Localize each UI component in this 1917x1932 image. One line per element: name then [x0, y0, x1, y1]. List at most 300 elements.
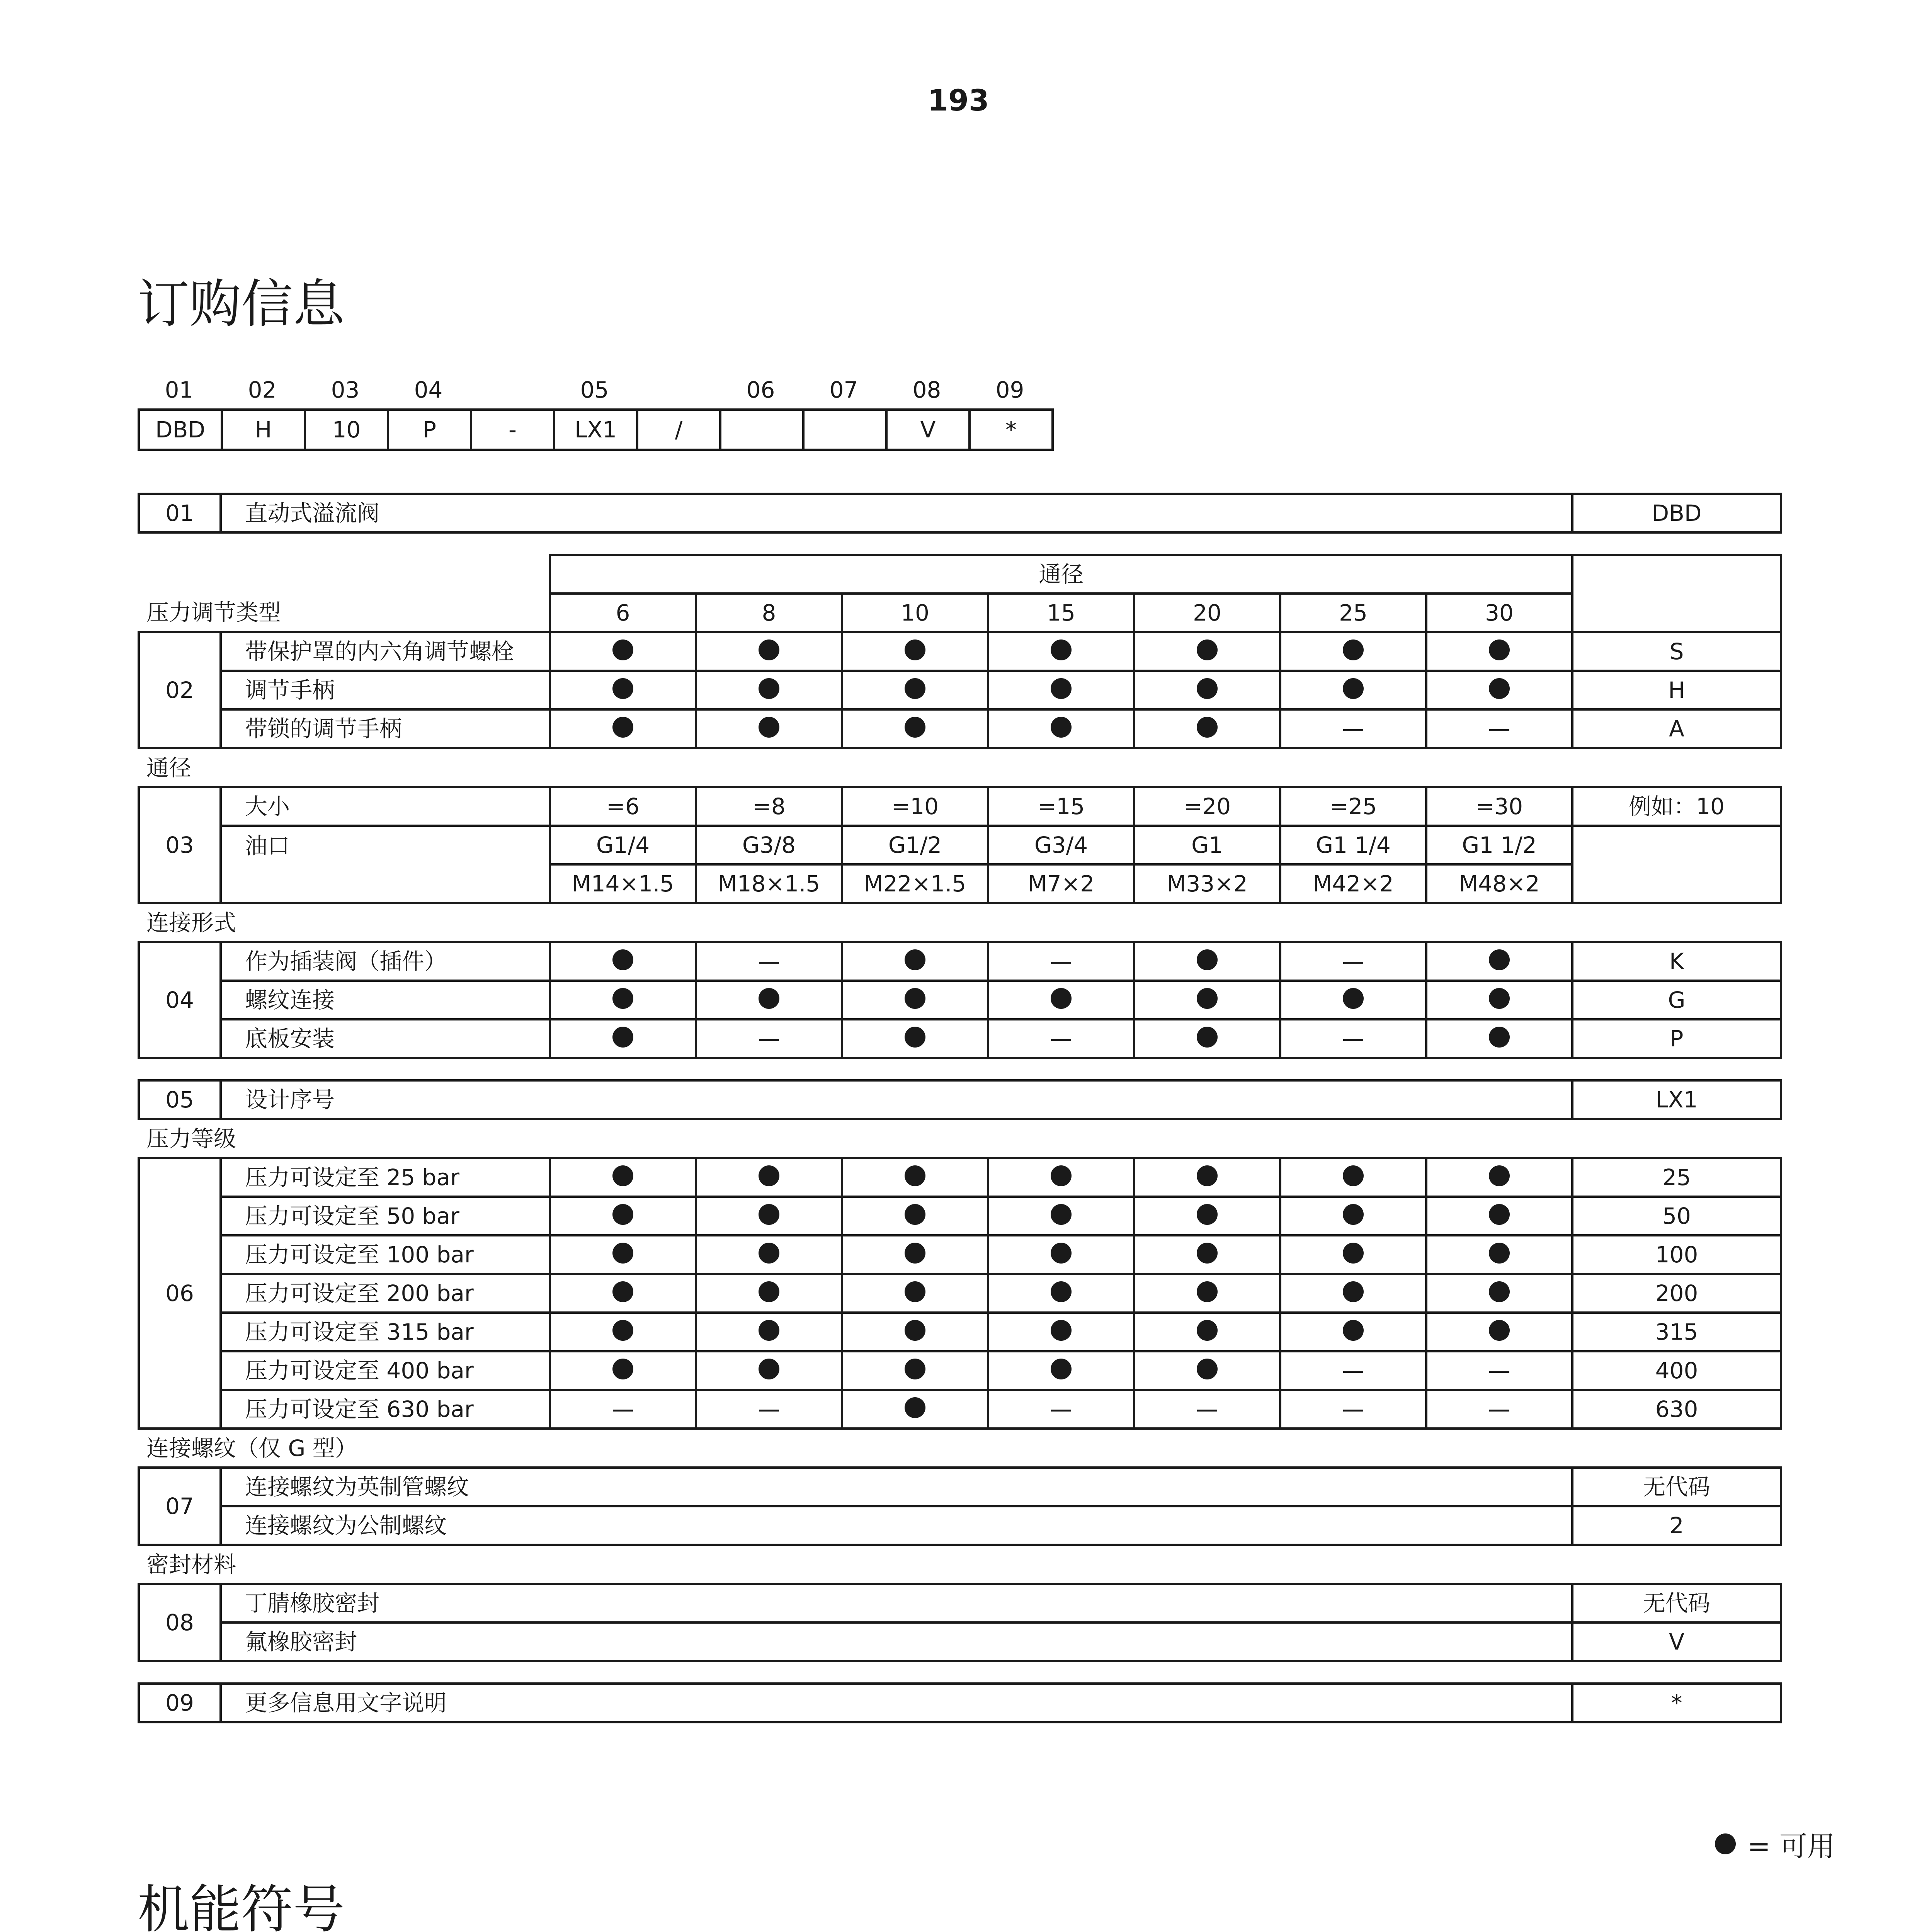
option-code: 630 [1572, 1390, 1781, 1429]
unavailable-cell [1280, 1351, 1426, 1390]
row-07-no: 07 [139, 1468, 221, 1545]
available-cell [842, 1019, 988, 1058]
available-dot-icon [905, 717, 925, 738]
unavailable-cell [1280, 942, 1426, 981]
available-dot-icon [1051, 1243, 1072, 1264]
order-code-boxes [138, 408, 1054, 451]
option-label: 连接螺纹为英制管螺纹 [221, 1468, 1572, 1506]
option-label: 丁腈橡胶密封 [221, 1584, 1572, 1622]
available-cell [1280, 1313, 1426, 1351]
unavailable-dash-icon [1343, 1410, 1363, 1412]
unavailable-dash-icon [759, 962, 779, 964]
available-dot-icon [612, 678, 633, 699]
unavailable-dash-icon [1343, 962, 1363, 964]
unavailable-cell [1134, 1390, 1280, 1429]
row-03-port-label: 油口 [221, 826, 550, 864]
option-label: 调节手柄 [221, 671, 550, 709]
port-value: G1 [1134, 826, 1280, 864]
available-cell [1134, 1274, 1280, 1313]
option-label: 带锁的调节手柄 [221, 709, 550, 748]
available-cell [988, 1274, 1134, 1313]
available-cell [550, 1351, 696, 1390]
available-cell [696, 981, 842, 1019]
available-dot-icon [612, 1281, 633, 1302]
available-cell [842, 1351, 988, 1390]
unavailable-cell [988, 942, 1134, 981]
size-value: =25 [1280, 787, 1426, 826]
available-dot-icon [759, 1165, 779, 1186]
code-box [803, 410, 886, 450]
option-label: 氟橡胶密封 [221, 1622, 1572, 1661]
available-dot-icon [1197, 1027, 1218, 1048]
size-header-10: 10 [842, 594, 988, 632]
code-box: - [471, 410, 554, 450]
available-cell [842, 1158, 988, 1197]
available-dot-icon [905, 1359, 925, 1379]
available-dot-icon [1489, 988, 1510, 1009]
available-dot-icon [1489, 1243, 1510, 1264]
legend [1715, 1824, 1835, 1864]
size-header-8: 8 [696, 594, 842, 632]
available-dot-icon [759, 717, 779, 738]
option-code: 无代码 [1572, 1584, 1781, 1622]
available-dot-icon [1197, 988, 1218, 1009]
available-cell [550, 1235, 696, 1274]
available-cell [696, 1158, 842, 1197]
unavailable-dash-icon [1489, 1371, 1509, 1373]
available-dot-icon [1051, 1281, 1072, 1302]
section-07-title: 连接螺纹（仅 G 型） [146, 1435, 357, 1461]
available-cell [842, 942, 988, 981]
available-dot-icon [1051, 678, 1072, 699]
available-cell [842, 1274, 988, 1313]
available-dot-icon [905, 639, 925, 660]
available-dot-icon [612, 1204, 633, 1225]
available-cell [1280, 1235, 1426, 1274]
row-05-code: LX1 [1572, 1080, 1781, 1119]
available-dot-icon [905, 1320, 925, 1341]
code-pos-02: 02 [248, 377, 277, 403]
code-box: 10 [305, 410, 388, 450]
option-label: 作为插装阀（插件） [221, 942, 550, 981]
unavailable-cell [1280, 1019, 1426, 1058]
size-value: =30 [1426, 787, 1572, 826]
option-code: G [1572, 981, 1781, 1019]
code-pos-03: 03 [331, 377, 360, 403]
available-dot-icon [1343, 639, 1364, 660]
option-code: 2 [1572, 1506, 1781, 1545]
unavailable-cell [1426, 709, 1572, 748]
code-pos-08: 08 [912, 377, 941, 403]
available-dot-icon [612, 1320, 633, 1341]
code-box: LX1 [554, 410, 637, 450]
row-03-no: 03 [139, 787, 221, 903]
metric-port-value: M48×2 [1426, 864, 1572, 903]
size-header-15: 15 [988, 594, 1134, 632]
available-dot-icon [1715, 1833, 1736, 1854]
size-header-code-cell [1572, 555, 1781, 632]
size-header-20: 20 [1134, 594, 1280, 632]
code-box: H [222, 410, 305, 450]
available-dot-icon [612, 949, 633, 970]
available-cell [988, 1197, 1134, 1235]
option-label: 带保护罩的内六角调节螺栓 [221, 632, 550, 671]
unavailable-dash-icon [1489, 729, 1509, 731]
available-cell [1134, 632, 1280, 671]
available-cell [696, 709, 842, 748]
available-cell [550, 709, 696, 748]
unavailable-dash-icon [613, 1410, 633, 1412]
row-01-no: 01 [139, 494, 221, 532]
available-cell [696, 1197, 842, 1235]
available-dot-icon [612, 1027, 633, 1048]
port-value: G1/2 [842, 826, 988, 864]
option-label: 底板安装 [221, 1019, 550, 1058]
available-dot-icon [1051, 717, 1072, 738]
available-cell [988, 709, 1134, 748]
available-dot-icon [1489, 639, 1510, 660]
code-pos-06: 06 [746, 377, 775, 403]
available-dot-icon [612, 1165, 633, 1186]
size-header-30: 30 [1426, 594, 1572, 632]
available-cell [842, 632, 988, 671]
available-cell [550, 1197, 696, 1235]
available-dot-icon [905, 1165, 925, 1186]
size-value: =20 [1134, 787, 1280, 826]
size-header-title: 通径 [550, 555, 1572, 594]
row-01-label: 直动式溢流阀 [221, 494, 1572, 532]
available-dot-icon [1489, 1204, 1510, 1225]
code-pos-04: 04 [414, 377, 443, 403]
option-label: 压力可设定至 630 bar [221, 1390, 550, 1429]
available-cell [550, 671, 696, 709]
available-dot-icon [759, 678, 779, 699]
section-04-title: 连接形式 [146, 909, 236, 936]
available-dot-icon [1343, 1243, 1364, 1264]
unavailable-dash-icon [1051, 1039, 1071, 1041]
available-cell [1134, 1158, 1280, 1197]
unavailable-cell [696, 1390, 842, 1429]
available-dot-icon [1197, 1165, 1218, 1186]
row-09-no: 09 [139, 1684, 221, 1722]
available-dot-icon [1343, 1165, 1364, 1186]
available-dot-icon [759, 1320, 779, 1341]
available-dot-icon [1489, 678, 1510, 699]
available-dot-icon [1197, 949, 1218, 970]
metric-port-value: M42×2 [1280, 864, 1426, 903]
row-01-code: DBD [1572, 494, 1781, 532]
available-dot-icon [612, 1359, 633, 1379]
size-value: =15 [988, 787, 1134, 826]
available-cell [1134, 1313, 1280, 1351]
available-cell [842, 671, 988, 709]
option-label: 压力可设定至 25 bar [221, 1158, 550, 1197]
code-box: / [637, 410, 720, 450]
option-label: 压力可设定至 400 bar [221, 1351, 550, 1390]
metric-port-value: M14×1.5 [550, 864, 696, 903]
option-code: 无代码 [1572, 1468, 1781, 1506]
available-cell [696, 671, 842, 709]
available-cell [1280, 981, 1426, 1019]
row-06-no: 06 [139, 1158, 221, 1429]
row-03-code: 例如：10 [1572, 787, 1781, 826]
available-cell [1426, 981, 1572, 1019]
option-label: 压力可设定至 100 bar [221, 1235, 550, 1274]
available-cell [1426, 1158, 1572, 1197]
available-dot-icon [905, 949, 925, 970]
code-box: V [886, 410, 970, 450]
size-value: =8 [696, 787, 842, 826]
port-value: G3/4 [988, 826, 1134, 864]
unavailable-dash-icon [759, 1410, 779, 1412]
unavailable-dash-icon [1051, 962, 1071, 964]
available-cell [1134, 1019, 1280, 1058]
available-cell [1134, 671, 1280, 709]
metric-port-value: M7×2 [988, 864, 1134, 903]
available-cell [842, 709, 988, 748]
ordering-table [138, 493, 1782, 1723]
unavailable-dash-icon [1197, 1410, 1217, 1412]
unavailable-cell [1426, 1351, 1572, 1390]
available-cell [1134, 981, 1280, 1019]
available-cell [1426, 1019, 1572, 1058]
row-05-label: 设计序号 [221, 1080, 1572, 1119]
available-cell [550, 632, 696, 671]
option-code: 25 [1572, 1158, 1781, 1197]
option-code: 50 [1572, 1197, 1781, 1235]
available-cell [1426, 632, 1572, 671]
size-header-25: 25 [1280, 594, 1426, 632]
available-cell [842, 1197, 988, 1235]
option-code: 200 [1572, 1274, 1781, 1313]
row-03-metric-label [221, 864, 550, 903]
code-pos-09: 09 [995, 377, 1024, 403]
section-02-title: 压力调节类型 [139, 594, 550, 632]
row-05-no: 05 [139, 1080, 221, 1119]
available-cell [842, 1313, 988, 1351]
available-dot-icon [905, 1204, 925, 1225]
port-value: G3/8 [696, 826, 842, 864]
available-cell [988, 632, 1134, 671]
available-cell [550, 1019, 696, 1058]
size-header-6: 6 [550, 594, 696, 632]
available-dot-icon [759, 1359, 779, 1379]
available-dot-icon [1197, 678, 1218, 699]
row-04-no: 04 [139, 942, 221, 1058]
code-pos-01: 01 [165, 377, 194, 403]
available-cell [1426, 942, 1572, 981]
available-dot-icon [905, 1281, 925, 1302]
available-cell [988, 981, 1134, 1019]
option-label: 螺纹连接 [221, 981, 550, 1019]
size-value: =6 [550, 787, 696, 826]
available-dot-icon [905, 1027, 925, 1048]
available-cell [988, 1235, 1134, 1274]
available-dot-icon [1343, 1281, 1364, 1302]
unavailable-cell [696, 942, 842, 981]
available-dot-icon [1051, 1359, 1072, 1379]
available-cell [842, 1235, 988, 1274]
available-cell [1280, 1197, 1426, 1235]
available-dot-icon [1489, 1320, 1510, 1341]
option-code: P [1572, 1019, 1781, 1058]
available-dot-icon [905, 1397, 925, 1418]
option-code: 315 [1572, 1313, 1781, 1351]
available-cell [550, 1274, 696, 1313]
available-dot-icon [1197, 1243, 1218, 1264]
available-dot-icon [612, 717, 633, 738]
unavailable-dash-icon [1343, 1371, 1363, 1373]
metric-port-value: M22×1.5 [842, 864, 988, 903]
available-dot-icon [1197, 639, 1218, 660]
row-09-label: 更多信息用文字说明 [221, 1684, 1572, 1722]
option-code: V [1572, 1622, 1781, 1661]
available-dot-icon [1051, 1204, 1072, 1225]
available-dot-icon [759, 988, 779, 1009]
available-dot-icon [1051, 988, 1072, 1009]
code-box [720, 410, 803, 450]
available-cell [696, 1274, 842, 1313]
available-dot-icon [1197, 1204, 1218, 1225]
row-09-code: * [1572, 1684, 1781, 1722]
unavailable-dash-icon [1343, 729, 1363, 731]
available-cell [842, 1390, 988, 1429]
option-label: 压力可设定至 50 bar [221, 1197, 550, 1235]
available-dot-icon [905, 988, 925, 1009]
available-dot-icon [612, 639, 633, 660]
available-dot-icon [1343, 1204, 1364, 1225]
available-dot-icon [759, 1243, 779, 1264]
available-dot-icon [759, 1281, 779, 1302]
section-03-title: 通径 [146, 754, 192, 781]
unavailable-cell [1426, 1390, 1572, 1429]
unavailable-cell [988, 1019, 1134, 1058]
available-cell [842, 981, 988, 1019]
option-code: H [1572, 671, 1781, 709]
available-cell [550, 1158, 696, 1197]
row-03-size-label: 大小 [221, 787, 550, 826]
unavailable-dash-icon [1051, 1410, 1071, 1412]
available-cell [1426, 1313, 1572, 1351]
option-label: 压力可设定至 315 bar [221, 1313, 550, 1351]
available-dot-icon [1197, 717, 1218, 738]
available-cell [1280, 1274, 1426, 1313]
port-value: G1 1/2 [1426, 826, 1572, 864]
available-dot-icon [1489, 949, 1510, 970]
option-code: 400 [1572, 1351, 1781, 1390]
available-cell [696, 1235, 842, 1274]
available-cell [1426, 1274, 1572, 1313]
available-dot-icon [1489, 1165, 1510, 1186]
row-03-port-code-cell [1572, 826, 1781, 903]
available-cell [1280, 671, 1426, 709]
available-dot-icon [1051, 1165, 1072, 1186]
available-cell [988, 671, 1134, 709]
option-code: K [1572, 942, 1781, 981]
available-cell [696, 1313, 842, 1351]
available-cell [1134, 942, 1280, 981]
available-cell [988, 1313, 1134, 1351]
available-dot-icon [1489, 1281, 1510, 1302]
port-value: G1/4 [550, 826, 696, 864]
available-cell [1426, 1235, 1572, 1274]
unavailable-cell [988, 1390, 1134, 1429]
available-dot-icon [1197, 1320, 1218, 1341]
available-cell [1134, 1235, 1280, 1274]
available-dot-icon [1343, 988, 1364, 1009]
available-dot-icon [612, 1243, 633, 1264]
available-dot-icon [1051, 1320, 1072, 1341]
available-dot-icon [1051, 639, 1072, 660]
available-cell [696, 1351, 842, 1390]
available-dot-icon [759, 1204, 779, 1225]
row-02-no: 02 [139, 632, 221, 748]
available-cell [1134, 1197, 1280, 1235]
unavailable-cell [1280, 709, 1426, 748]
section-06-title: 压力等级 [146, 1125, 236, 1152]
available-dot-icon [1489, 1027, 1510, 1048]
port-value: G1 1/4 [1280, 826, 1426, 864]
option-code: A [1572, 709, 1781, 748]
metric-port-value: M33×2 [1134, 864, 1280, 903]
available-cell [550, 1313, 696, 1351]
unavailable-dash-icon [1489, 1410, 1509, 1412]
available-cell [1426, 1197, 1572, 1235]
code-box: * [970, 410, 1053, 450]
available-dot-icon [905, 678, 925, 699]
code-pos-05: 05 [580, 377, 609, 403]
available-cell [1280, 1158, 1426, 1197]
available-cell [1134, 709, 1280, 748]
unavailable-cell [696, 1019, 842, 1058]
available-cell [988, 1351, 1134, 1390]
available-cell [1426, 671, 1572, 709]
code-pos-07: 07 [829, 377, 858, 403]
legend-text: = 可用 [1747, 1830, 1835, 1862]
metric-port-value: M18×1.5 [696, 864, 842, 903]
row-08-no: 08 [139, 1584, 221, 1661]
available-cell [1134, 1351, 1280, 1390]
size-value: =10 [842, 787, 988, 826]
unavailable-dash-icon [1343, 1039, 1363, 1041]
available-dot-icon [1343, 1320, 1364, 1341]
option-code: S [1572, 632, 1781, 671]
section-08-title: 密封材料 [146, 1551, 236, 1578]
option-code: 100 [1572, 1235, 1781, 1274]
available-dot-icon [1197, 1359, 1218, 1379]
available-dot-icon [759, 639, 779, 660]
available-cell [696, 632, 842, 671]
unavailable-cell [1280, 1390, 1426, 1429]
available-dot-icon [612, 988, 633, 1009]
unavailable-dash-icon [759, 1039, 779, 1041]
unavailable-cell [550, 1390, 696, 1429]
option-label: 压力可设定至 200 bar [221, 1274, 550, 1313]
available-cell [550, 981, 696, 1019]
symbol-heading: 机能符号 [138, 1879, 345, 1932]
available-cell [550, 942, 696, 981]
available-dot-icon [905, 1243, 925, 1264]
ordering-heading: 订购信息 [138, 274, 345, 334]
available-cell [988, 1158, 1134, 1197]
option-label: 连接螺纹为公制螺纹 [221, 1506, 1572, 1545]
available-cell [1280, 632, 1426, 671]
available-dot-icon [1197, 1281, 1218, 1302]
available-dot-icon [1343, 678, 1364, 699]
page-number: 193 [928, 83, 989, 117]
code-box: P [388, 410, 471, 450]
code-box: DBD [139, 410, 222, 450]
